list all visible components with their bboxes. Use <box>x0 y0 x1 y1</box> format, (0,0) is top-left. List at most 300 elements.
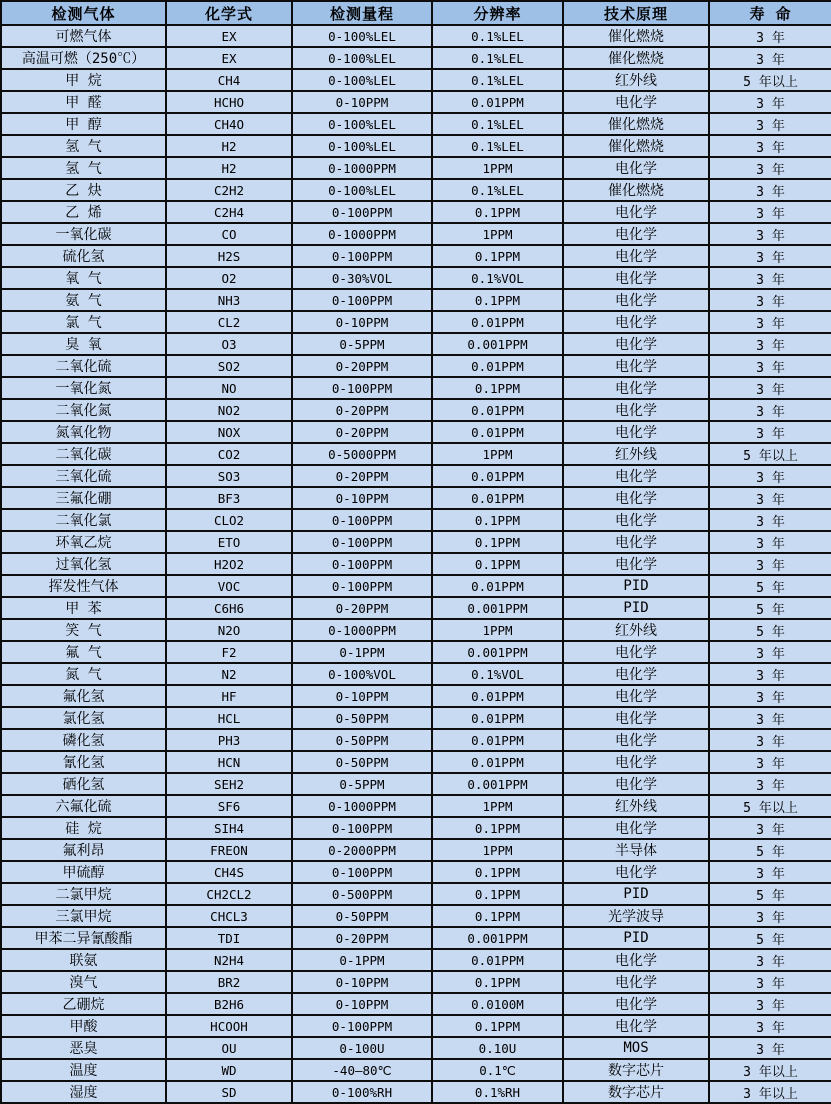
table-cell: 0-100PPM <box>292 861 432 883</box>
table-cell: 5 年以上 <box>709 795 831 817</box>
column-header-range: 检测量程 <box>292 1 432 25</box>
table-row <box>1 795 831 817</box>
table-cell: 0.01PPM <box>432 487 563 509</box>
table-cell: PH3 <box>166 729 292 751</box>
table-cell: 0.1℃ <box>432 1059 563 1081</box>
table-cell: 1PPM <box>432 443 563 465</box>
column-header-principle: 技术原理 <box>563 1 709 25</box>
table-cell: VOC <box>166 575 292 597</box>
table-cell: 光学波导 <box>563 905 709 927</box>
table-cell: 5 年 <box>709 883 831 905</box>
table-cell: C2H2 <box>166 179 292 201</box>
table-cell: 3 年 <box>709 399 831 421</box>
table-cell: MOS <box>563 1037 709 1059</box>
table-cell: 0.1PPM <box>432 817 563 839</box>
table-row <box>1 47 831 69</box>
table-cell: 3 年 <box>709 25 831 47</box>
table-cell: 过氧化氢 <box>1 553 166 575</box>
table-cell: 二氧化氮 <box>1 399 166 421</box>
table-row <box>1 685 831 707</box>
table-cell: 3 年 <box>709 311 831 333</box>
table-cell: SF6 <box>166 795 292 817</box>
table-cell: 3 年 <box>709 487 831 509</box>
table-cell: 0.1%LEL <box>432 25 563 47</box>
table-cell: N2 <box>166 663 292 685</box>
table-cell: 0.01PPM <box>432 311 563 333</box>
table-cell: 红外线 <box>563 69 709 91</box>
table-cell: 催化燃烧 <box>563 47 709 69</box>
table-cell: 0.1%LEL <box>432 113 563 135</box>
table-cell: 0.001PPM <box>432 927 563 949</box>
table-cell: 0-10PPM <box>292 971 432 993</box>
table-cell: 0-100PPM <box>292 245 432 267</box>
table-row <box>1 1015 831 1037</box>
table-cell: 0-100PPM <box>292 817 432 839</box>
table-cell: 0-50PPM <box>292 905 432 927</box>
table-cell: 电化学 <box>563 509 709 531</box>
table-cell: 3 年 <box>709 1037 831 1059</box>
table-cell: 氯 气 <box>1 311 166 333</box>
table-row <box>1 245 831 267</box>
table-cell: 甲 烷 <box>1 69 166 91</box>
table-cell: 0.1PPM <box>432 1015 563 1037</box>
table-cell: 0.1PPM <box>432 245 563 267</box>
table-cell: 一氧化碳 <box>1 223 166 245</box>
table-cell: 数字芯片 <box>563 1081 709 1103</box>
table-cell: 0-50PPM <box>292 707 432 729</box>
table-cell: 3 年 <box>709 289 831 311</box>
table-row <box>1 289 831 311</box>
table-cell: 甲酸 <box>1 1015 166 1037</box>
table-cell: C2H4 <box>166 201 292 223</box>
table-cell: 0.01PPM <box>432 399 563 421</box>
table-cell: SO3 <box>166 465 292 487</box>
table-cell: 0-100%LEL <box>292 47 432 69</box>
table-cell: 0-100PPM <box>292 575 432 597</box>
table-cell: 3 年以上 <box>709 1081 831 1103</box>
table-cell: H2 <box>166 135 292 157</box>
table-cell: 3 年 <box>709 223 831 245</box>
table-row <box>1 91 831 113</box>
table-cell: 0-5000PPM <box>292 443 432 465</box>
table-cell: 3 年 <box>709 773 831 795</box>
table-cell: 0-1000PPM <box>292 795 432 817</box>
table-cell: 电化学 <box>563 377 709 399</box>
table-cell: 氮 气 <box>1 663 166 685</box>
table-cell: 1PPM <box>432 795 563 817</box>
table-cell: 3 年 <box>709 861 831 883</box>
table-cell: 电化学 <box>563 421 709 443</box>
table-cell: 0.1%VOL <box>432 267 563 289</box>
table-cell: 电化学 <box>563 531 709 553</box>
table-row <box>1 861 831 883</box>
table-row <box>1 641 831 663</box>
table-cell: HF <box>166 685 292 707</box>
table-row <box>1 509 831 531</box>
table-row <box>1 135 831 157</box>
table-cell: 电化学 <box>563 993 709 1015</box>
table-cell: 0.01PPM <box>432 465 563 487</box>
table-cell: 甲 醛 <box>1 91 166 113</box>
table-cell: 电化学 <box>563 289 709 311</box>
table-cell: HCL <box>166 707 292 729</box>
table-row <box>1 421 831 443</box>
table-cell: 0.1PPM <box>432 531 563 553</box>
table-cell: 催化燃烧 <box>563 113 709 135</box>
table-row <box>1 663 831 685</box>
table-row <box>1 751 831 773</box>
table-cell: 3 年 <box>709 245 831 267</box>
table-cell: 电化学 <box>563 817 709 839</box>
table-cell: 0-1000PPM <box>292 157 432 179</box>
table-cell: 电化学 <box>563 465 709 487</box>
table-cell: 0.1%LEL <box>432 69 563 91</box>
table-cell: 3 年 <box>709 377 831 399</box>
table-cell: 0-100%LEL <box>292 135 432 157</box>
table-cell: 3 年 <box>709 201 831 223</box>
table-cell: 3 年 <box>709 157 831 179</box>
table-cell: O2 <box>166 267 292 289</box>
column-header-formula: 化学式 <box>166 1 292 25</box>
table-cell: 0-20PPM <box>292 927 432 949</box>
table-row <box>1 69 831 91</box>
table-cell: 3 年 <box>709 1015 831 1037</box>
table-cell: 电化学 <box>563 355 709 377</box>
table-cell: F2 <box>166 641 292 663</box>
table-row <box>1 311 831 333</box>
table-cell: 0-1000PPM <box>292 223 432 245</box>
table-cell: 3 年 <box>709 707 831 729</box>
table-row <box>1 179 831 201</box>
table-cell: 0.001PPM <box>432 597 563 619</box>
table-cell: 0-100%LEL <box>292 69 432 91</box>
table-cell: OU <box>166 1037 292 1059</box>
table-row <box>1 201 831 223</box>
table-row <box>1 707 831 729</box>
table-cell: C6H6 <box>166 597 292 619</box>
table-row <box>1 839 831 861</box>
table-cell: PID <box>563 575 709 597</box>
table-cell: 三氟化硼 <box>1 487 166 509</box>
table-cell: 电化学 <box>563 663 709 685</box>
column-header-lifespan: 寿 命 <box>709 1 831 25</box>
table-cell: 氮氧化物 <box>1 421 166 443</box>
table-cell: 氟化氢 <box>1 685 166 707</box>
table-row <box>1 157 831 179</box>
table-cell: 0-100%LEL <box>292 179 432 201</box>
table-cell: 二氯甲烷 <box>1 883 166 905</box>
table-cell: PID <box>563 597 709 619</box>
table-cell: 臭 氧 <box>1 333 166 355</box>
table-cell: 氟利昂 <box>1 839 166 861</box>
table-row <box>1 597 831 619</box>
table-row <box>1 25 831 47</box>
table-cell: SEH2 <box>166 773 292 795</box>
table-cell: 0.1PPM <box>432 377 563 399</box>
table-cell: 六氟化硫 <box>1 795 166 817</box>
table-cell: 3 年 <box>709 267 831 289</box>
table-cell: 3 年 <box>709 751 831 773</box>
table-cell: 0.1%LEL <box>432 179 563 201</box>
table-cell: 溴气 <box>1 971 166 993</box>
table-cell: 3 年 <box>709 47 831 69</box>
table-cell: 3 年 <box>709 949 831 971</box>
table-cell: 0.01PPM <box>432 729 563 751</box>
table-cell: 0-100PPM <box>292 1015 432 1037</box>
table-cell: 0-10PPM <box>292 487 432 509</box>
table-cell: 1PPM <box>432 223 563 245</box>
table-cell: 0-100U <box>292 1037 432 1059</box>
table-cell: 3 年 <box>709 509 831 531</box>
table-cell: 3 年 <box>709 421 831 443</box>
table-row <box>1 883 831 905</box>
table-cell: 氰化氢 <box>1 751 166 773</box>
table-cell: 环氧乙烷 <box>1 531 166 553</box>
table-cell: 电化学 <box>563 399 709 421</box>
column-header-resolution: 分辨率 <box>432 1 563 25</box>
table-cell: SD <box>166 1081 292 1103</box>
table-cell: 0-1000PPM <box>292 619 432 641</box>
table-row <box>1 267 831 289</box>
table-header <box>1 1 831 25</box>
table-cell: FREON <box>166 839 292 861</box>
table-row <box>1 729 831 751</box>
table-cell: 0-50PPM <box>292 729 432 751</box>
table-cell: HCN <box>166 751 292 773</box>
table-cell: 催化燃烧 <box>563 25 709 47</box>
table-cell: CHCL3 <box>166 905 292 927</box>
table-cell: 电化学 <box>563 729 709 751</box>
table-row <box>1 1081 831 1103</box>
table-cell: 3 年 <box>709 817 831 839</box>
table-row <box>1 949 831 971</box>
table-cell: 湿度 <box>1 1081 166 1103</box>
table-cell: 电化学 <box>563 201 709 223</box>
table-cell: WD <box>166 1059 292 1081</box>
table-cell: 0.1PPM <box>432 509 563 531</box>
table-cell: 0.001PPM <box>432 641 563 663</box>
table-row <box>1 817 831 839</box>
table-cell: 氢 气 <box>1 135 166 157</box>
table-row <box>1 487 831 509</box>
table-cell: 0-20PPM <box>292 355 432 377</box>
table-row <box>1 531 831 553</box>
table-cell: 1PPM <box>432 157 563 179</box>
table-cell: H2S <box>166 245 292 267</box>
table-cell: 0.1%RH <box>432 1081 563 1103</box>
table-cell: 0-1PPM <box>292 949 432 971</box>
table-cell: 半导体 <box>563 839 709 861</box>
table-cell: BF3 <box>166 487 292 509</box>
table-row <box>1 927 831 949</box>
table-cell: 3 年 <box>709 729 831 751</box>
table-cell: 0.1%LEL <box>432 135 563 157</box>
table-cell: 二氧化氯 <box>1 509 166 531</box>
table-cell: HCHO <box>166 91 292 113</box>
table-cell: CH2CL2 <box>166 883 292 905</box>
table-cell: 3 年 <box>709 135 831 157</box>
table-cell: 3 年 <box>709 179 831 201</box>
table-cell: CO <box>166 223 292 245</box>
table-cell: 硫化氢 <box>1 245 166 267</box>
table-cell: 0.10U <box>432 1037 563 1059</box>
table-cell: 甲 醇 <box>1 113 166 135</box>
table-cell: 3 年 <box>709 685 831 707</box>
table-row <box>1 905 831 927</box>
table-cell: 0.01PPM <box>432 707 563 729</box>
table-cell: 3 年 <box>709 465 831 487</box>
table-row <box>1 1059 831 1081</box>
table-cell: 温度 <box>1 1059 166 1081</box>
table-cell: 三氯甲烷 <box>1 905 166 927</box>
table-cell: 电化学 <box>563 157 709 179</box>
table-row <box>1 575 831 597</box>
table-cell: 0.1PPM <box>432 905 563 927</box>
table-row <box>1 971 831 993</box>
table-cell: 电化学 <box>563 751 709 773</box>
table-cell: 0-500PPM <box>292 883 432 905</box>
table-cell: 电化学 <box>563 685 709 707</box>
table-cell: 0-100%VOL <box>292 663 432 685</box>
table-cell: 5 年 <box>709 575 831 597</box>
table-cell: 3 年 <box>709 355 831 377</box>
table-cell: NH3 <box>166 289 292 311</box>
table-row <box>1 993 831 1015</box>
table-cell: 5 年 <box>709 839 831 861</box>
table-cell: 电化学 <box>563 91 709 113</box>
table-cell: 0.0100M <box>432 993 563 1015</box>
table-cell: 3 年 <box>709 113 831 135</box>
table-cell: 0-50PPM <box>292 751 432 773</box>
table-cell: EX <box>166 25 292 47</box>
table-cell: 电化学 <box>563 773 709 795</box>
table-cell: 催化燃烧 <box>563 179 709 201</box>
table-cell: 氧 气 <box>1 267 166 289</box>
table-cell: 甲苯二异氰酸酯 <box>1 927 166 949</box>
header-row <box>1 1 831 25</box>
table-cell: 0-100PPM <box>292 509 432 531</box>
table-cell: 0.01PPM <box>432 355 563 377</box>
table-row <box>1 553 831 575</box>
table-cell: BR2 <box>166 971 292 993</box>
table-cell: PID <box>563 927 709 949</box>
table-cell: 3 年以上 <box>709 1059 831 1081</box>
table-cell: 0-100PPM <box>292 201 432 223</box>
table-cell: 0-20PPM <box>292 421 432 443</box>
table-cell: 红外线 <box>563 795 709 817</box>
table-row <box>1 773 831 795</box>
table-cell: 3 年 <box>709 663 831 685</box>
table-cell: 电化学 <box>563 949 709 971</box>
table-cell: CH4O <box>166 113 292 135</box>
table-cell: H2 <box>166 157 292 179</box>
table-cell: 0-1PPM <box>292 641 432 663</box>
table-cell: SIH4 <box>166 817 292 839</box>
table-cell: 0.01PPM <box>432 91 563 113</box>
table-cell: 0-10PPM <box>292 685 432 707</box>
table-cell: 0.01PPM <box>432 421 563 443</box>
table-cell: 电化学 <box>563 1015 709 1037</box>
table-row <box>1 619 831 641</box>
table-cell: 3 年 <box>709 641 831 663</box>
table-cell: 5 年以上 <box>709 69 831 91</box>
table-cell: 0.01PPM <box>432 949 563 971</box>
table-cell: 0.001PPM <box>432 773 563 795</box>
table-cell: 5 年 <box>709 619 831 641</box>
table-cell: 0-10PPM <box>292 311 432 333</box>
table-cell: 磷化氢 <box>1 729 166 751</box>
table-cell: PID <box>563 883 709 905</box>
table-cell: 红外线 <box>563 619 709 641</box>
table-row <box>1 399 831 421</box>
table-cell: B2H6 <box>166 993 292 1015</box>
table-cell: 0-20PPM <box>292 597 432 619</box>
table-row <box>1 1037 831 1059</box>
table-cell: 0.01PPM <box>432 575 563 597</box>
table-row <box>1 333 831 355</box>
table-cell: 氨 气 <box>1 289 166 311</box>
table-cell: 0-100PPM <box>292 531 432 553</box>
table-cell: 3 年 <box>709 553 831 575</box>
table-cell: 乙 炔 <box>1 179 166 201</box>
table-cell: 1PPM <box>432 839 563 861</box>
table-cell: 0.01PPM <box>432 685 563 707</box>
table-cell: 氢 气 <box>1 157 166 179</box>
table-cell: EX <box>166 47 292 69</box>
table-cell: 笑 气 <box>1 619 166 641</box>
table-cell: 3 年 <box>709 333 831 355</box>
table-cell: 高温可燃（250℃） <box>1 47 166 69</box>
table-cell: 0-10PPM <box>292 993 432 1015</box>
table-cell: 甲硫醇 <box>1 861 166 883</box>
table-cell: CO2 <box>166 443 292 465</box>
table-row <box>1 443 831 465</box>
table-cell: 氟 气 <box>1 641 166 663</box>
table-cell: 氯化氢 <box>1 707 166 729</box>
table-cell: -40—80℃ <box>292 1059 432 1081</box>
table-cell: 3 年 <box>709 531 831 553</box>
table-cell: 0-100%RH <box>292 1081 432 1103</box>
table-cell: 电化学 <box>563 223 709 245</box>
table-cell: N2H4 <box>166 949 292 971</box>
table-cell: 1PPM <box>432 619 563 641</box>
table-row <box>1 355 831 377</box>
table-cell: 恶臭 <box>1 1037 166 1059</box>
table-row <box>1 465 831 487</box>
table-cell: 二氧化硫 <box>1 355 166 377</box>
table-cell: 电化学 <box>563 267 709 289</box>
table-body <box>1 25 831 1103</box>
table-cell: 0-30%VOL <box>292 267 432 289</box>
table-cell: 电化学 <box>563 707 709 729</box>
table-cell: 0.1PPM <box>432 553 563 575</box>
table-cell: 0-10PPM <box>292 91 432 113</box>
table-cell: 甲 苯 <box>1 597 166 619</box>
table-cell: CLO2 <box>166 509 292 531</box>
table-row <box>1 113 831 135</box>
table-cell: 0-20PPM <box>292 465 432 487</box>
table-cell: 0-5PPM <box>292 773 432 795</box>
table-cell: 电化学 <box>563 311 709 333</box>
table-cell: 0-100%LEL <box>292 113 432 135</box>
table-cell: 电化学 <box>563 553 709 575</box>
table-cell: 0.1PPM <box>432 883 563 905</box>
table-cell: 0-5PPM <box>292 333 432 355</box>
table-cell: O3 <box>166 333 292 355</box>
table-cell: ETO <box>166 531 292 553</box>
table-cell: 0-100%LEL <box>292 25 432 47</box>
table-cell: 0-20PPM <box>292 399 432 421</box>
